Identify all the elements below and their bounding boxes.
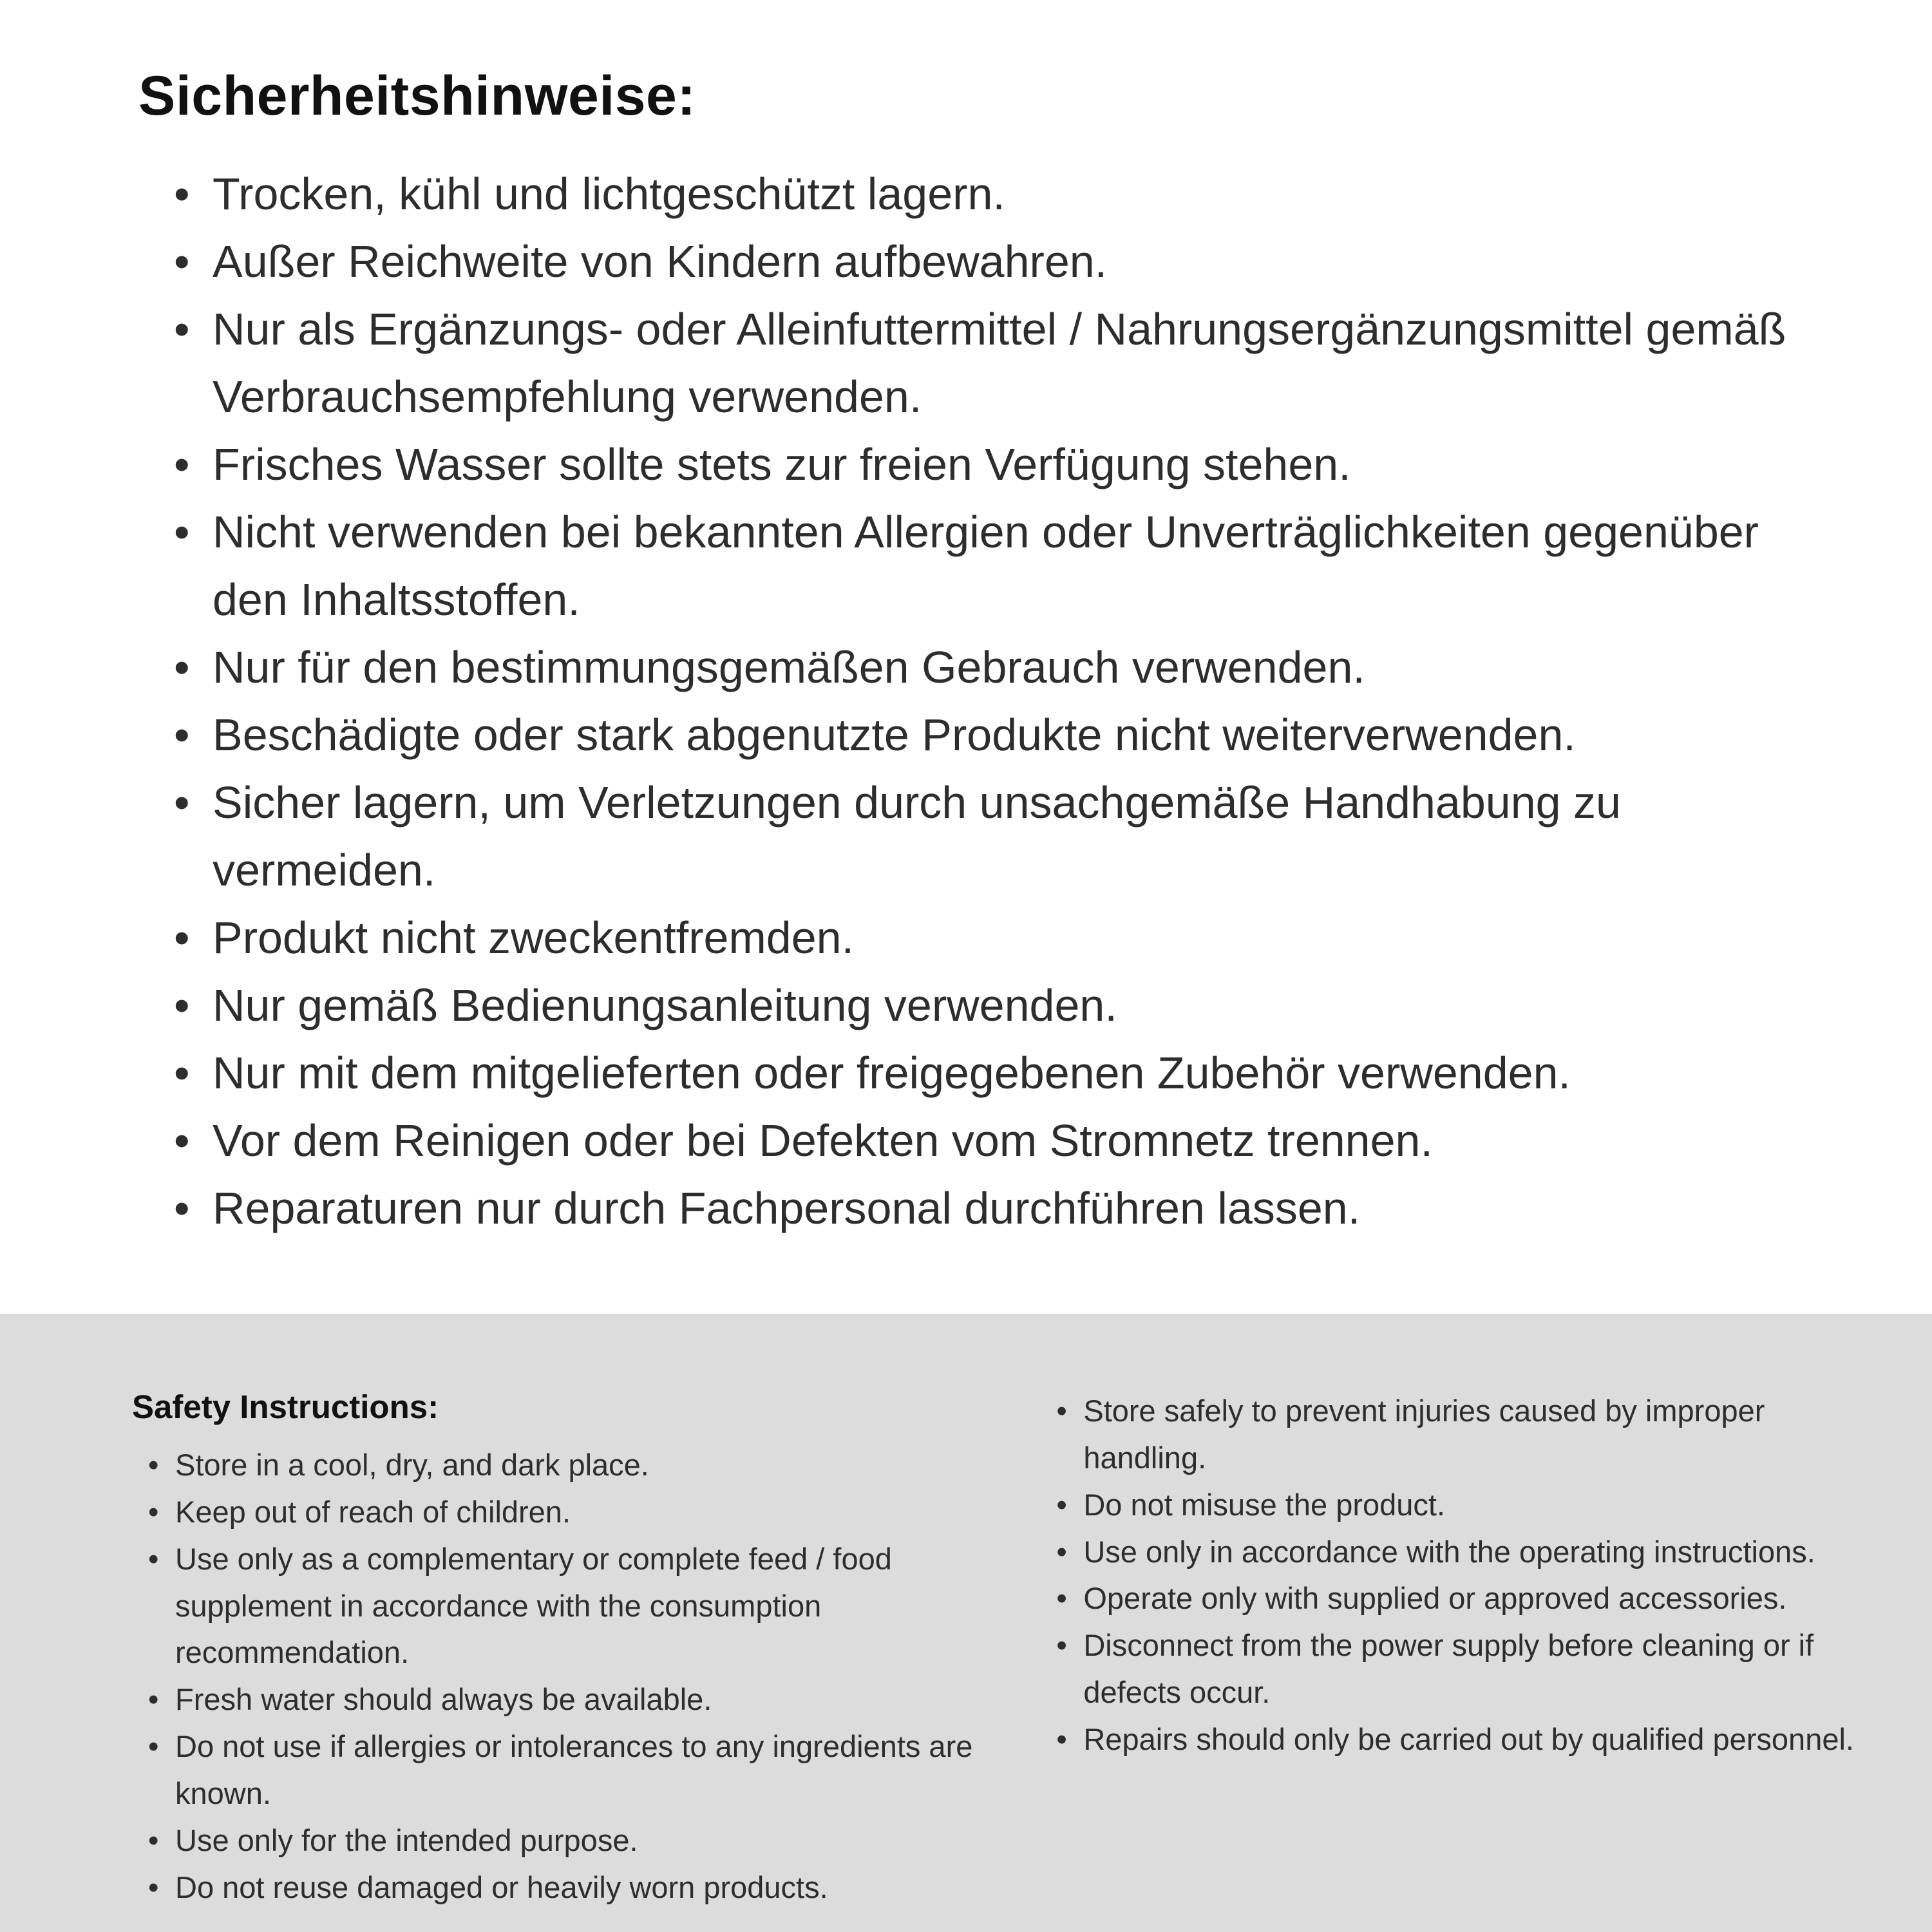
german-title: Sicherheitshinweise: [138, 65, 696, 127]
list-item: • Do not use if allergies or intolerances to any ingredients are known. [148, 1723, 979, 1817]
list-item: • Repairs should only be carried out by qualified personnel. [1056, 1716, 1855, 1763]
list-item: • Trocken, kühl und lichtgeschützt lagern. [174, 160, 1826, 228]
list-item: • Use only in accordance with the operating instructions. [1056, 1529, 1855, 1576]
list-item: • Use only for the intended purpose. [148, 1817, 979, 1864]
list-item: • Do not misuse the product. [1056, 1482, 1855, 1529]
english-left-list [132, 1442, 979, 1911]
english-left-column [132, 1388, 979, 1932]
list-item: • Außer Reichweite von Kindern aufbewahren. [174, 228, 1826, 296]
list-item: • Reparaturen nur durch Fachpersonal durchführen lassen. [174, 1175, 1826, 1242]
list-item: • Beschädigte oder stark abgenutzte Produkte nicht weiterverwenden. [174, 701, 1826, 769]
list-item: • Disconnect from the power supply before cleaning or if defects occur. [1056, 1622, 1855, 1716]
list-item: • Use only as a complementary or complete feed / food supplement in accordance with the consumption recommendation. [148, 1536, 979, 1677]
list-item: • Nur für den bestimmungsgemäßen Gebrauch verwenden. [174, 634, 1826, 701]
german-list [138, 160, 1826, 1242]
english-right-list [1056, 1388, 1855, 1763]
list-item: • Operate only with supplied or approved accessories. [1056, 1575, 1855, 1622]
list-item: • Sicher lagern, um Verletzungen durch unsachgemäße Handhabung zu vermeiden. [174, 769, 1826, 904]
list-item: • Store in a cool, dry, and dark place. [148, 1442, 979, 1489]
list-item: • Do not reuse damaged or heavily worn products. [148, 1864, 979, 1911]
list-item: • Fresh water should always be available. [148, 1676, 979, 1723]
list-item: • Frisches Wasser sollte stets zur freien Verfügung stehen. [174, 431, 1826, 498]
english-section [0, 1314, 1932, 1932]
list-item: • Nur als Ergänzungs- oder Alleinfuttermittel / Nahrungsergänzungsmittel gemäß Verbrauchsempfehlung verwenden. [174, 296, 1826, 431]
list-item: • Produkt nicht zweckentfremden. [174, 904, 1826, 972]
list-item: • Nur gemäß Bedienungsanleitung verwenden. [174, 972, 1826, 1039]
list-item: • Vor dem Reinigen oder bei Defekten vom Stromnetz trennen. [174, 1107, 1826, 1175]
list-item: • Nur mit dem mitgelieferten oder freigegebenen Zubehör verwenden. [174, 1039, 1826, 1107]
list-item: • Keep out of reach of children. [148, 1489, 979, 1536]
english-right-column [1056, 1388, 1855, 1932]
list-item: • Store safely to prevent injuries caused by improper handling. [1056, 1388, 1855, 1482]
list-item: • Nicht verwenden bei bekannten Allergien oder Unverträglichkeiten gegenüber den Inhaltsstoffen. [174, 498, 1826, 634]
english-title: Safety Instructions: [132, 1388, 439, 1425]
